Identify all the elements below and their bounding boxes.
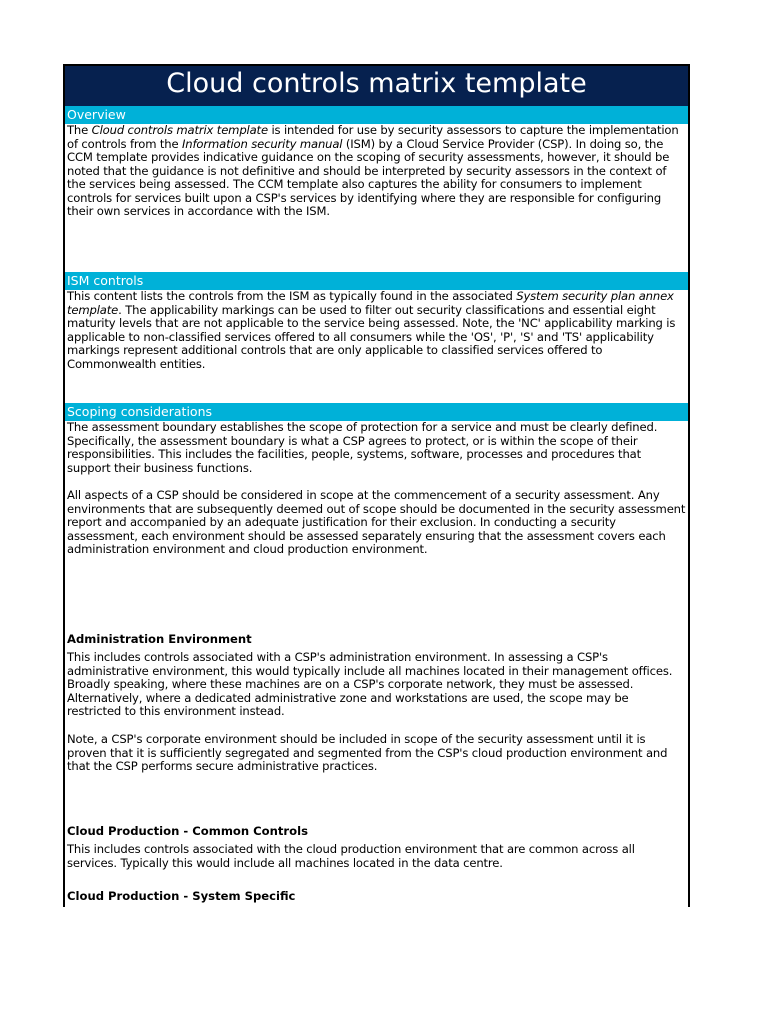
admin-env-heading: Administration Environment: [67, 632, 252, 646]
scoping-text-1[interactable]: The assessment boundary establishes the scope of protection for a service and must be clearly defined. Specifically, the assessment boundary is what a CSP agrees to protect, or is within the scope of their responsibilities. This includes the facilities, people, systems, software, processes and procedures that support their business functions.: [67, 420, 658, 475]
section-header-overview[interactable]: Overview: [65, 106, 688, 124]
overview-italic-title: Cloud controls matrix template: [91, 123, 268, 137]
scoping-text-2[interactable]: All aspects of a CSP should be considered in scope at the commencement of a security assessment. Any environments that are subsequently deemed out of scope should be documented in the security assessment report and accompanied by an adequate justification for their exclusion. In conducting a security assessment, each environment should be assessed separately ensuring that the assessment covers each administration environment and cloud production environment.: [67, 488, 686, 556]
cloud-specific-heading: Cloud Production - System Specific: [67, 889, 296, 903]
overview-text-part: is intended for use by security assessors to capture the implementation of controls from the: [67, 123, 679, 151]
overview-italic-ism: Information security manual: [182, 136, 343, 151]
ism-italic-annex: System security plan annex template: [67, 289, 674, 317]
ism-controls-text[interactable]: [67, 290, 686, 371]
spreadsheet-page: [63, 64, 690, 907]
section-header-scoping[interactable]: Scoping considerations: [65, 403, 688, 421]
ism-text-part: . The applicability markings can be used to filter out security classifications and essential eight maturity levels that are not applicable to the service being assessed. Note, the 'NC' applicability marking is applicable to non-classified services offered to all consumers while the 'OS', 'P', 'S' and 'TS' applicability markings represent additional controls that are only applicable to classified services offered to Commonwealth entities.: [67, 302, 676, 371]
admin-env-text-2[interactable]: Note, a CSP's corporate environment should be included in scope of the security assessment until it is proven that it is sufficiently segregated and segmented from the CSP's cloud production environment and that the CSP performs secure administrative practices.: [67, 732, 668, 773]
page-title: Cloud controls matrix template: [65, 64, 688, 106]
section-header-ism-controls[interactable]: ISM controls: [65, 272, 688, 290]
ism-text-part: This content lists the controls from the ISM as typically found in the associated: [67, 289, 517, 303]
cloud-common-heading: Cloud Production - Common Controls: [67, 824, 308, 838]
overview-text-part: (ISM) by a Cloud Service Provider (CSP). In doing so, the CCM template provides indicative guidance on the scoping of security assessments, however, it should be noted that the guidance is not definitive and should be interpreted by security assessors in the context of the services being assessed. The CCM template also captures the ability for consumers to implement controls for services built upon a CSP's services by identifying where they are responsible for configuring their own services in accordance with the ISM.: [67, 136, 670, 218]
cloud-common-text[interactable]: This includes controls associated with the cloud production environment that are common across all services. Typically this would include all machines located in the data centre.: [67, 842, 635, 870]
overview-text[interactable]: [67, 124, 686, 219]
overview-text-part: The: [67, 123, 92, 137]
admin-env-text-1[interactable]: This includes controls associated with a CSP's administration environment. In assessing a CSP's administrative environment, this would typically include all machines located in their management offices. Broadly speaking, where these machines are on a CSP's corporate network, they must be assessed. Alternatively, where a dedicated administrative zone and workstations are used, the scope may be restricted to this environment instead.: [67, 650, 673, 718]
